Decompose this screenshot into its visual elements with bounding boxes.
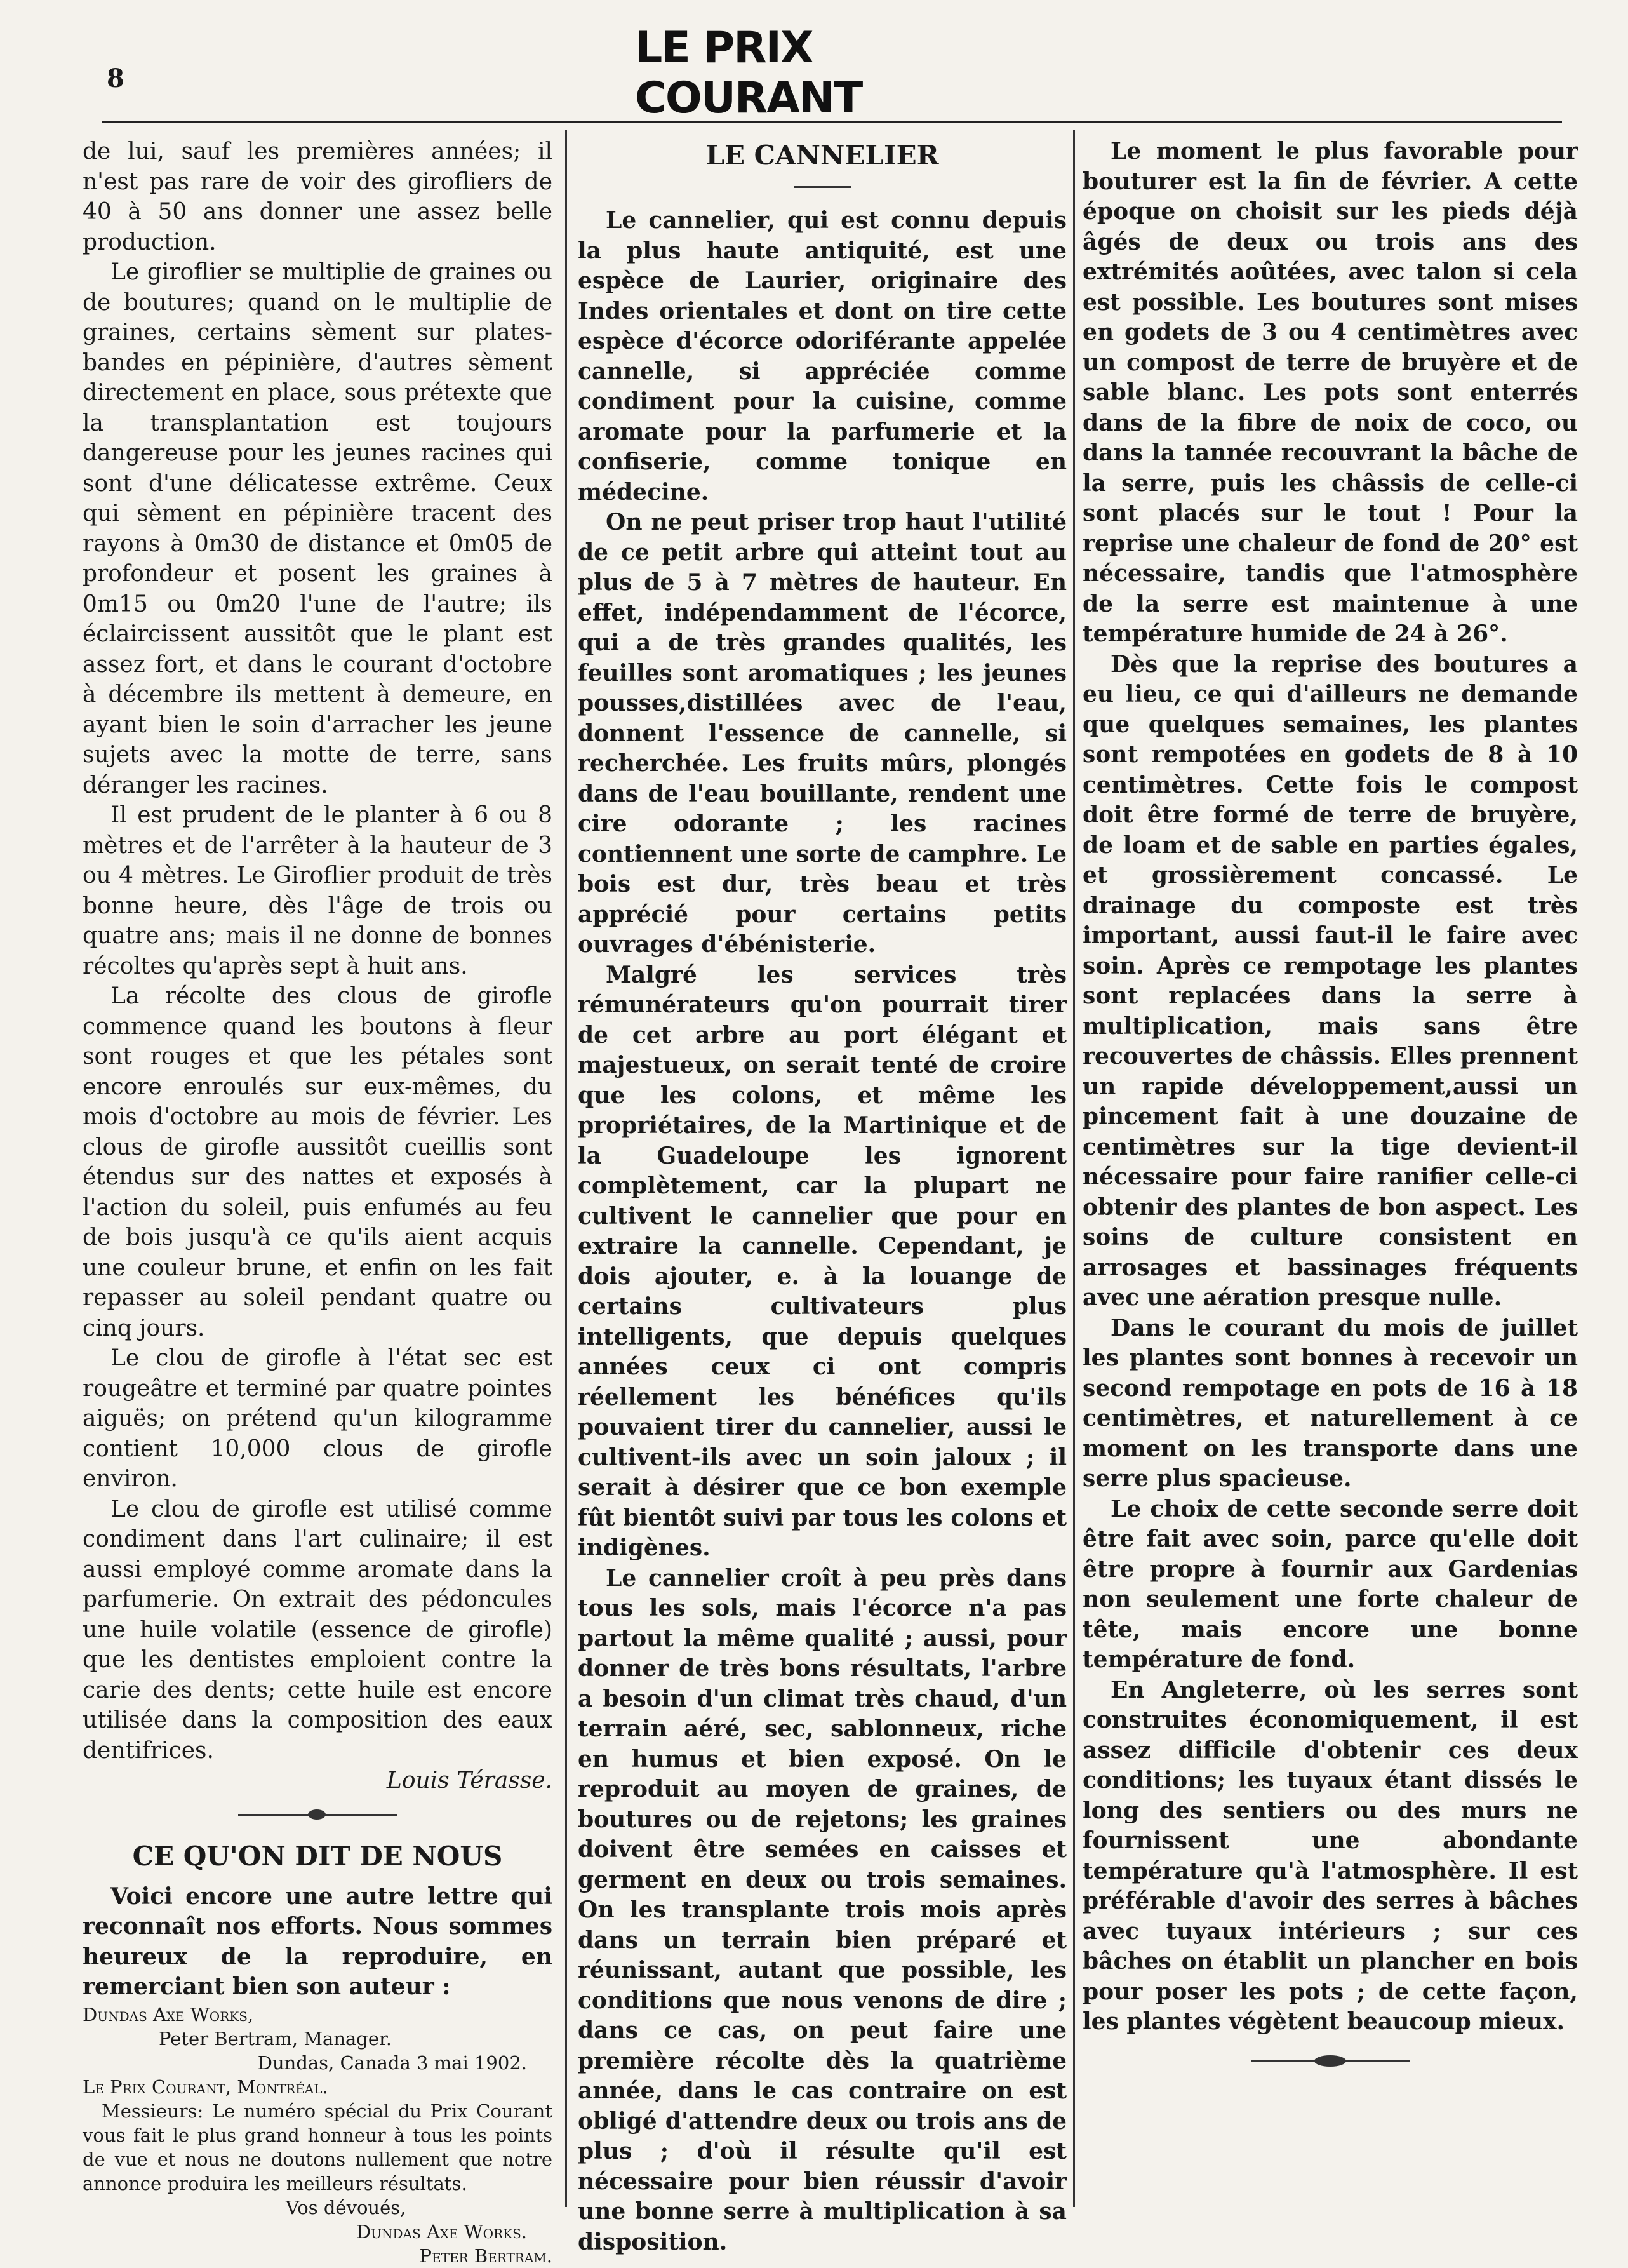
paragraph: Le cannelier, qui est connu depuis la plus haute antiquité, est une espèce de Laurier, originaire des Indes orientales et dont on tire cette espèce d'écorce odoriférante appelée cannelle, si appréciée comme condiment pour la cuisine, comme aromate pour la parfumerie et la confiserie, comme tonique en médecine. (578, 207, 1067, 506)
end-ornament (1251, 2060, 1410, 2062)
paragraph: Malgré les services très rémunérateurs qu'on pourrait tirer de cet arbre au port élégant et majestueux, on serait tenté de croire que les colons, et même les propriétaires, de la Martinique et de la Guadeloupe les ignorent complètement, car la plupart ne cultivent le cannelier que pour en extraire la cannelle. Cependant, je dois ajouter, e. à la louange de certains cultivateurs plus intelligents, que depuis quelques années ceux ci ont compris réellement les bénéfices qu'ils pouvaient tirer du cannelier, aussi le cultivent-ils avec un soin jaloux ; il serait à désirer que ce bon exemple fût bientôt suivi par tous les colons et indigènes. (578, 961, 1067, 1561)
column-1 (83, 137, 552, 2268)
paragraph: Dès que la reprise des boutures a eu lieu, ce qui d'ailleurs ne demande que quelques semaines, les plantes sont rempotées en godets de 8 à 10 centimètres. Cette fois le compost doit être formé de terre de bruyère, de loam et de sable en parties égales, et grossièrement concassé. Le drainage du composte est très important, aussi faut-il le faire avec soin. Après ce rempotage les plantes sont replacées dans la serre à multiplication, mais sans être recouvertes de châssis. Elles prennent un rapide développement,aussi un pincement fait à une douzaine de centimètres sur la tige devient-il nécessaire pour faire ranifier celle-ci obtenir des plantes de bon aspect. Les soins de culture consistent en arrosages et bassinages fréquents avec une aération presque nulle. (1083, 650, 1578, 1311)
letter-intro: Voici encore une autre lettre qui reconnaît nos efforts. Nous sommes heureux de la reproduire, en remerciant bien son auteur : (83, 1882, 552, 2000)
paragraph: Le clou de girofle à l'état sec est rougeâtre et terminé par quatre pointes aiguës; on prétend qu'un kilogramme contient 10,000 clous de girofle environ. (83, 1345, 552, 1492)
article-title: LE CANNELIER (705, 140, 939, 171)
paragraph: Le cannelier croît à peu près dans tous les sols, mais l'écorce n'a pas partout la même qualité ; aussi, pour donner de très bons résultats, l'arbre a besoin d'un climat très chaud, d'un terrain aéré, sec, sablonneux, riche en humus et bien exposé. On le reproduit au moyen de graines, de boutures ou de rejetons; les graines doivent être semées en caisses et germent en deux ou trois semaines. On les transplante trois mois après dans un terrain bien préparé et réunissant, autant que possible, les conditions que nous venons de dire ; dans ce cas, on peut faire une première récolte dès la quatrième année, dans le cas contraire on est obligé d'attendre deux ou trois ans de plus ; d'où il résulte qu'il est nécessaire pour bien réussir d'avoir une bonne serre à multiplication à sa disposition. (578, 1564, 1067, 2255)
masthead-logo: LE PRIX COURANT (635, 23, 862, 123)
paragraph: Le moment le plus favorable pour bouturer est la fin de février. A cette époque on choisit sur les pieds déjà âgés de deux ou trois ans des extrémités aoûtées, avec talon si cela est possible. Les boutures sont mises en godets de 3 ou 4 centimètres avec un compost de terre de bruyère et de sable blanc. Les pots sont enterrés dans de la fibre de noix de coco, ou dans la tannée recouvrant la bâche de la serre, puis les châssis de celle-ci sont placés sur le tout ! Pour la reprise une chaleur de fond de 20° est nécessaire, tandis que l'atmosphère de la serre est maintenue à une température humide de 24 à 26°. (1083, 138, 1578, 647)
paragraph: La récolte des clous de girofle commence quand les boutons à fleur sont rouges et que les pétales sont encore enroulés sur eux-mêmes, du mois d'octobre au mois de février. Les clous de girofle aussitôt cueillis sont étendus sur des nattes et exposés à l'action du soleil, puis enfumés au feu de bois jusqu'à ce qu'ils aient acquis une couleur brune, et enfin on les fait repasser au soleil pendant quatre ou cinq jours. (83, 983, 552, 1341)
letter-body: Messieurs: Le numéro spécial du Prix Courant vous fait le plus grand honneur à tous les points de vue et nous ne doutons nullement que notre annonce produira les meilleurs résultats. (83, 2100, 552, 2194)
paragraph: Dans le courant du mois de juillet les plantes sont bonnes à recevoir un second rempotage en pots de 16 à 18 centimètres, et naturellement à ce moment on les transporte dans une serre plus spacieuse. (1083, 1314, 1578, 1492)
column-2 (578, 137, 1067, 2257)
paragraph: On ne peut priser trop haut l'utilité de ce petit arbre qui atteint tout au plus de 5 à 7 mètres de hauteur. En effet, indépendamment de l'écorce, qui a de très grandes qualités, les feuilles sont aromatiques ; les jeunes pousses,distillées avec de l'eau, donnent l'essence de cannelle, si recherchée. Les fruits mûrs, plongés dans de l'eau bouillante, rendent une cire odorante ; les racines contiennent une sorte de camphre. Le bois est dur, très beau et très apprécié pour certains petits ouvrages d'ébénisterie. (578, 509, 1067, 958)
letter-place-date: Dundas, Canada 3 mai 1902. (257, 2051, 527, 2074)
paragraph: Il est prudent de le planter à 6 ou 8 mètres et de l'arrêter à la hauteur de 3 ou 4 mètres. Le Giroflier produit de très bonne heure, dès l'âge de trois ou quatre ans; mais il ne donne de bonnes récoltes qu'après sept à huit ans. (83, 802, 552, 979)
paragraph: de lui, sauf les premières années; il n'est pas rare de voir des girofliers de 40 à 50 ans donner une assez belle production. (83, 138, 552, 255)
letter-sign-company: Dundas Axe Works. (356, 2220, 527, 2243)
ornament-divider (238, 1814, 397, 1816)
page-number: 8 (107, 64, 124, 93)
paragraph: Le choix de cette seconde serre doit être fait avec soin, parce qu'elle doit être propre à fournir aux Gardenias non seulement une forte chaleur de tête, mais encore une bonne température de fond. (1083, 1495, 1578, 1673)
header-rule (102, 121, 1562, 123)
column-3 (1083, 137, 1578, 2062)
section-title: CE QU'ON DIT DE NOUS (132, 1840, 503, 1872)
paragraph: En Angleterre, où les serres sont construites économiquement, il est assez difficile d'obtenir ces deux conditions; les tuyaux étant dissés le long des sentiers ou des murs ne fournissent une abondante température qu'à l'atmosphère. Il est préférable d'avoir des serres à bâches avec tuyaux intérieurs ; sur ces bâches on établit un plancher en bois pour poser les pots ; de cette façon, les plantes végètent beaucoup mieux. (1083, 1676, 1578, 2035)
letter-recipient: Le Prix Courant, Montréal. (83, 2076, 328, 2098)
letter-sender-company: Dundas Axe Works, (83, 2003, 254, 2025)
column-divider-1 (565, 130, 567, 2207)
column-divider-2 (1073, 130, 1075, 2207)
author-signature: Louis Térasse. (386, 1768, 552, 1794)
letter-sign-person: Peter Bertram. (419, 2245, 552, 2267)
paragraph: Le giroflier se multiplie de graines ou de boutures; quand on le multiplie de graines, certains sèment sur plates-bandes en pépinière, d'autres sèment directement en place, sous prétexte que la transplantation est toujours dangereuse pour les jeunes racines qui sont d'une délicatesse extrême. Ceux qui sèment en pépinière tracent des rayons à 0m30 de distance et 0m05 de profondeur et posent les graines à 0m15 ou 0m20 l'une de l'autre; ils éclaircissent aussitôt que le plant est assez fort, et dans le courant d'octobre à décembre ils mettent à demeure, en ayant bien le soin d'arracher les jeune sujets avec la motte de terre, sans déranger les racines. (83, 259, 552, 798)
letter-closing: Vos dévoués, (286, 2196, 406, 2218)
letter-sender-person: Peter Bertram, Manager. (159, 2027, 392, 2050)
title-rule (794, 186, 851, 188)
paragraph: Le clou de girofle est utilisé comme condiment dans l'art culinaire; il est aussi employé comme aromate dans la parfumerie. On extrait des pédoncules une huile volatile (essence de girofle) que les dentistes emploient contre la carie des dents; cette huile est encore utilisée dans la composition des eaux dentifrices. (83, 1496, 552, 1764)
